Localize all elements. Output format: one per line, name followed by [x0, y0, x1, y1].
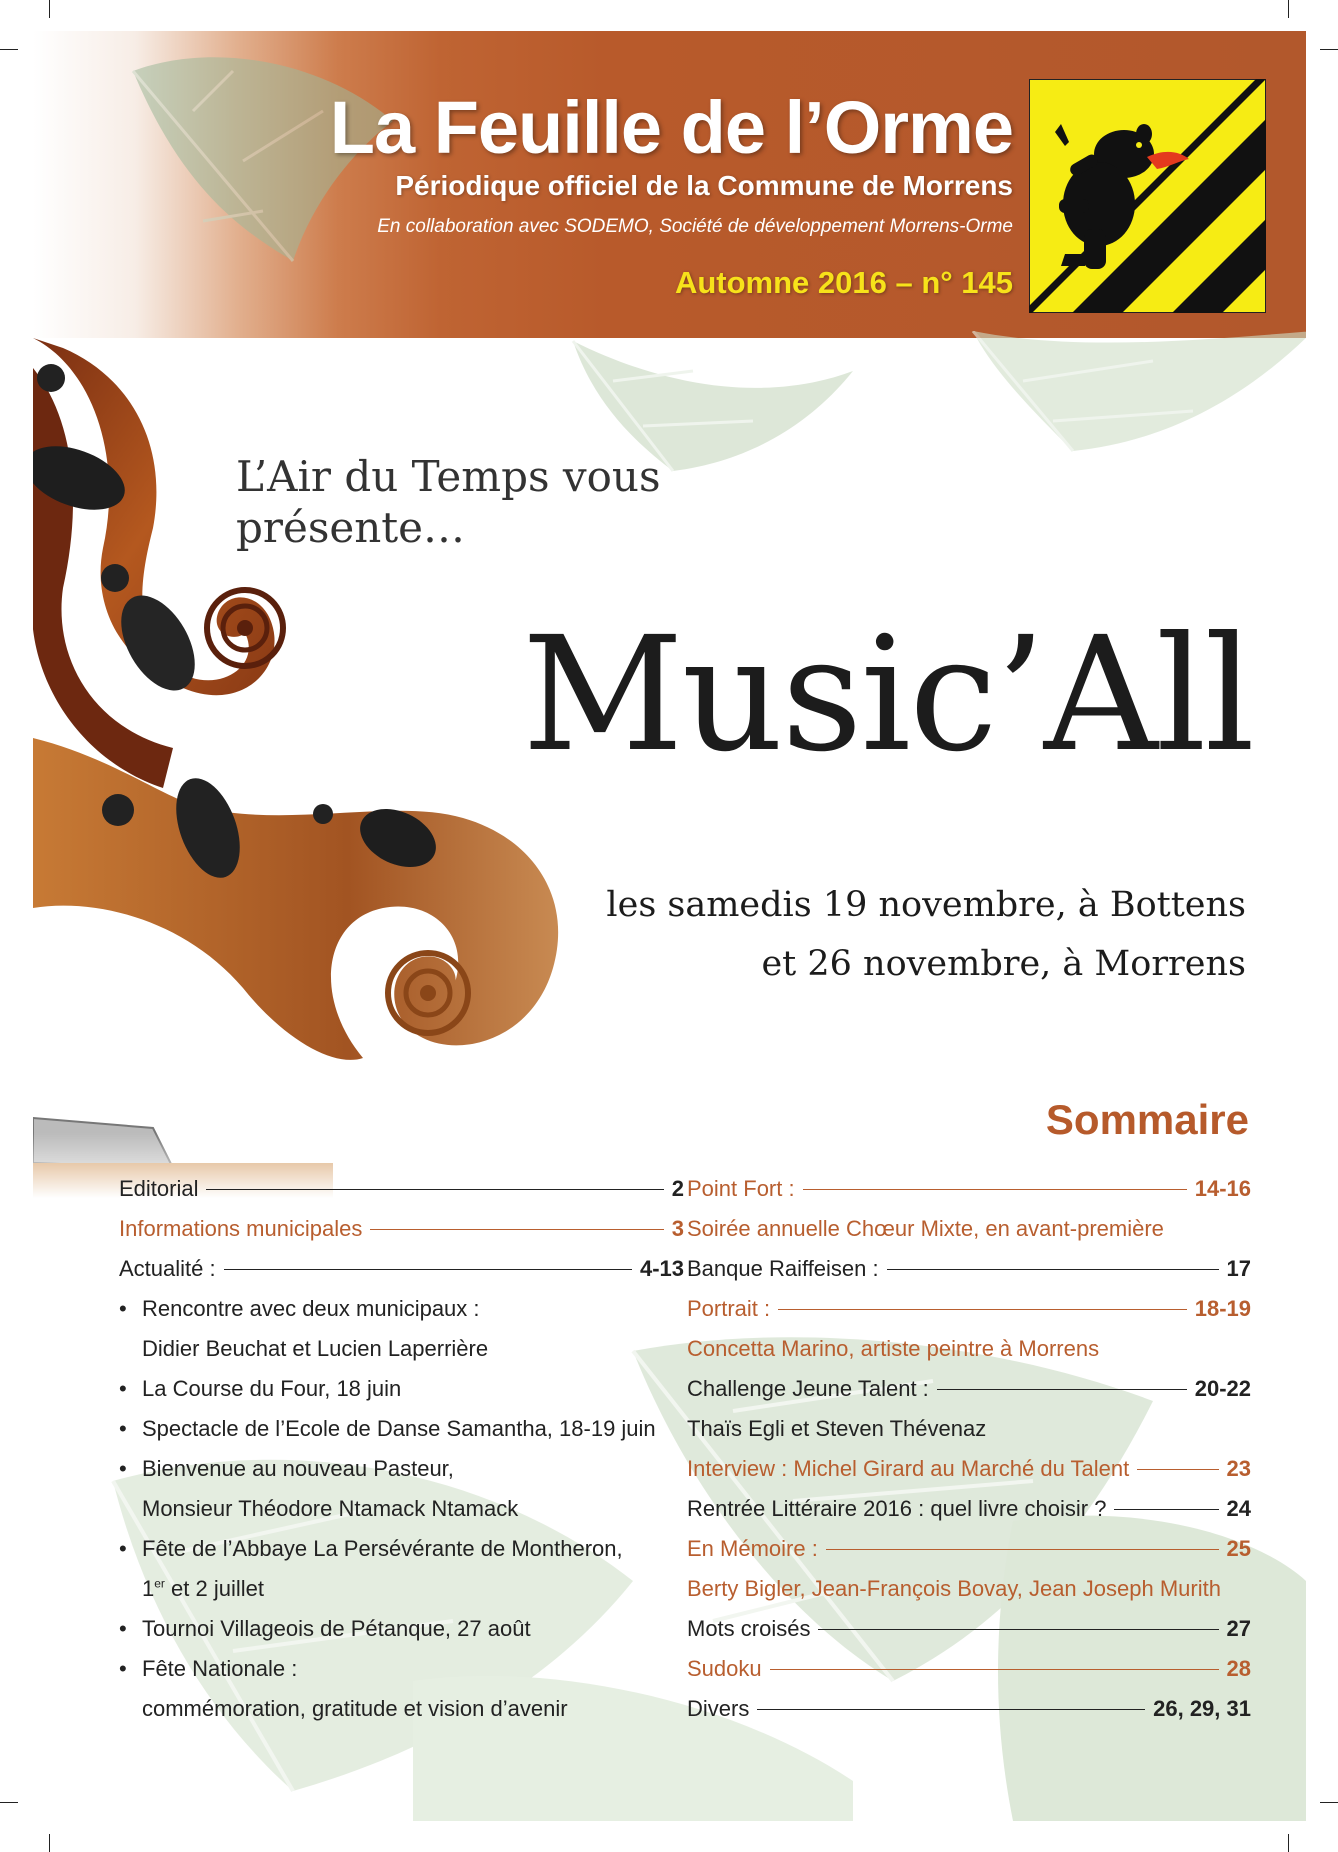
toc-entry-label-part: 1: [142, 1576, 155, 1601]
feature-intro-line: présente…: [236, 503, 466, 552]
toc-entry[interactable]: [119, 1169, 684, 1209]
toc-entry[interactable]: [119, 1209, 684, 1249]
toc-entry-page: 26, 29, 31: [1153, 1696, 1251, 1721]
magazine-cover: [33, 31, 1306, 1821]
toc-entry[interactable]: [687, 1449, 1251, 1489]
toc-entry-label: • Bienvenue au nouveau Pasteur,: [119, 1449, 454, 1489]
toc-entry-label: Soirée annuelle Chœur Mixte, en avant-première: [687, 1216, 1164, 1241]
toc-sub-entry: [119, 1649, 684, 1689]
toc-entry-page: 28: [1226, 1656, 1251, 1681]
publication-subtitle: Périodique officiel de la Commune de Morrens: [395, 170, 1013, 201]
crop-mark: [49, 0, 50, 18]
leader-line: [1114, 1509, 1218, 1510]
leader-line: [370, 1229, 663, 1230]
toc-entry-label-part: et 2 juillet: [164, 1576, 264, 1601]
toc-entry-label: Didier Beuchat et Lucien Laperrière: [142, 1336, 489, 1361]
toc-sub-entry: [119, 1689, 684, 1729]
leader-line: [757, 1709, 1145, 1710]
toc-heading: Sommaire: [1045, 1096, 1249, 1143]
toc-entry-subtitle: [687, 1329, 1251, 1369]
leader-line: [224, 1269, 632, 1270]
toc-entry-page: 2: [671, 1176, 684, 1201]
header-banner: [33, 31, 1306, 338]
toc-entry-page: 3: [671, 1216, 684, 1241]
toc-sub-entry: [119, 1489, 684, 1529]
toc-entry-page: 27: [1226, 1616, 1251, 1641]
toc-entry[interactable]: [687, 1249, 1251, 1289]
toc-sub-entry: [119, 1529, 684, 1569]
crop-mark: [1288, 0, 1289, 18]
crop-mark: [1320, 1802, 1338, 1803]
leader-line: [803, 1189, 1187, 1190]
toc-entry-label: Rentrée Littéraire 2016 : quel livre choisir ?: [687, 1496, 1107, 1521]
toc-entry-label: Interview : Michel Girard au Marché du Talent: [687, 1456, 1130, 1481]
toc-sub-entry: [119, 1569, 684, 1609]
toc-entry-label: Portrait :: [687, 1296, 771, 1321]
toc-entry-label: Actualité :: [119, 1256, 216, 1281]
toc-entry-label: Informations municipales: [119, 1216, 363, 1241]
crop-mark: [49, 1834, 50, 1852]
toc-sub-entry: [119, 1409, 684, 1449]
toc-sub-entry: [119, 1289, 684, 1329]
ordinal-suffix: er: [154, 1576, 165, 1591]
toc-entry-label: Berty Bigler, Jean-François Bovay, Jean Joseph Murith: [687, 1576, 1221, 1601]
toc-entry[interactable]: [687, 1169, 1251, 1209]
toc-entry-label: • Fête Nationale :: [119, 1649, 297, 1689]
toc-entry-page: 20-22: [1194, 1376, 1251, 1401]
toc-entry-page: 14-16: [1194, 1176, 1251, 1201]
crop-mark: [0, 49, 18, 50]
leader-line: [206, 1189, 663, 1190]
feature-intro: [236, 451, 796, 553]
toc-entry-page: 25: [1226, 1536, 1251, 1561]
feature-intro-line: L’Air du Temps vous: [236, 452, 661, 501]
toc-entry-subtitle: [687, 1409, 1251, 1449]
toc-entry-label: Divers: [687, 1696, 750, 1721]
toc-entry[interactable]: [687, 1609, 1251, 1649]
leader-line: [818, 1629, 1218, 1630]
toc-entry-label: En Mémoire :: [687, 1536, 818, 1561]
leader-line: [778, 1309, 1187, 1310]
toc-entry-page: 17: [1226, 1256, 1251, 1281]
issue-number: Automne 2016 – n° 145: [674, 265, 1013, 300]
toc-entry-label: Challenge Jeune Talent :: [687, 1376, 929, 1401]
toc-entry-subtitle: [687, 1569, 1251, 1609]
toc-entry[interactable]: [687, 1369, 1251, 1409]
toc-entry-label: Thaïs Egli et Steven Thévenaz: [687, 1416, 987, 1441]
toc-entry-page: 18-19: [1194, 1296, 1251, 1321]
crop-mark: [1320, 49, 1338, 50]
leader-line: [826, 1549, 1219, 1550]
toc-entry-label: Concetta Marino, artiste peintre à Morrens: [687, 1336, 1100, 1361]
leader-line: [937, 1389, 1187, 1390]
toc-entry-label: • Tournoi Villageois de Pétanque, 27 août: [119, 1609, 531, 1649]
publication-title: La Feuille de l’Orme: [329, 86, 1013, 169]
toc-entry-subtitle: [687, 1209, 1251, 1249]
toc-entry-label: Monsieur Théodore Ntamack Ntamack: [142, 1496, 519, 1521]
toc-entry-label: Editorial: [119, 1176, 199, 1201]
toc-entry-label: • Fête de l’Abbaye La Persévérante de Montheron,: [119, 1529, 623, 1569]
feature-date-line: les samedis 19 novembre, à Bottens: [606, 885, 1246, 925]
toc-entry[interactable]: [687, 1649, 1251, 1689]
toc-entry-label: commémoration, gratitude et vision d’avenir: [142, 1696, 568, 1721]
toc-sub-entry: [119, 1329, 684, 1369]
toc-entry[interactable]: [687, 1289, 1251, 1329]
toc-entry[interactable]: [687, 1489, 1251, 1529]
toc-sub-entry: [119, 1609, 684, 1649]
feature-title: Music’All: [521, 603, 1253, 787]
bear-coat-of-arms-icon: [1029, 79, 1266, 313]
toc-entry-page: 24: [1226, 1496, 1251, 1521]
crop-mark: [0, 1802, 18, 1803]
feature-dates: [453, 876, 1246, 994]
toc-entry-label: [142, 1569, 264, 1609]
toc-entry-page: 4-13: [639, 1256, 684, 1281]
toc-entry-label: • Rencontre avec deux municipaux :: [119, 1289, 480, 1329]
crop-mark: [1288, 1834, 1289, 1852]
toc-sub-entry: [119, 1369, 684, 1409]
toc-entry-label: • La Course du Four, 18 juin: [119, 1369, 401, 1409]
toc-entry-label: • Spectacle de l’Ecole de Danse Samantha, 18-19 juin: [119, 1409, 656, 1449]
toc-sub-entry: [119, 1449, 684, 1489]
leader-line: [1137, 1469, 1218, 1470]
toc-entry-label: Mots croisés: [687, 1616, 811, 1641]
feature-date-line: et 26 novembre, à Morrens: [761, 944, 1246, 984]
toc-entry[interactable]: [687, 1689, 1251, 1729]
leader-line: [887, 1269, 1219, 1270]
leader-line: [770, 1669, 1219, 1670]
toc-entry-label: Point Fort :: [687, 1176, 795, 1201]
toc-entry[interactable]: [119, 1249, 684, 1289]
toc-left-column: [119, 1169, 684, 1729]
toc-entry-label: Banque Raiffeisen :: [687, 1256, 879, 1281]
toc-entry[interactable]: [687, 1529, 1251, 1569]
collaboration-note: En collaboration avec SODEMO, Société de développement Morrens-Orme: [377, 216, 1013, 237]
toc-entry-label: Sudoku: [687, 1656, 762, 1681]
toc-right-column: [687, 1169, 1251, 1729]
toc-entry-page: 23: [1226, 1456, 1251, 1481]
